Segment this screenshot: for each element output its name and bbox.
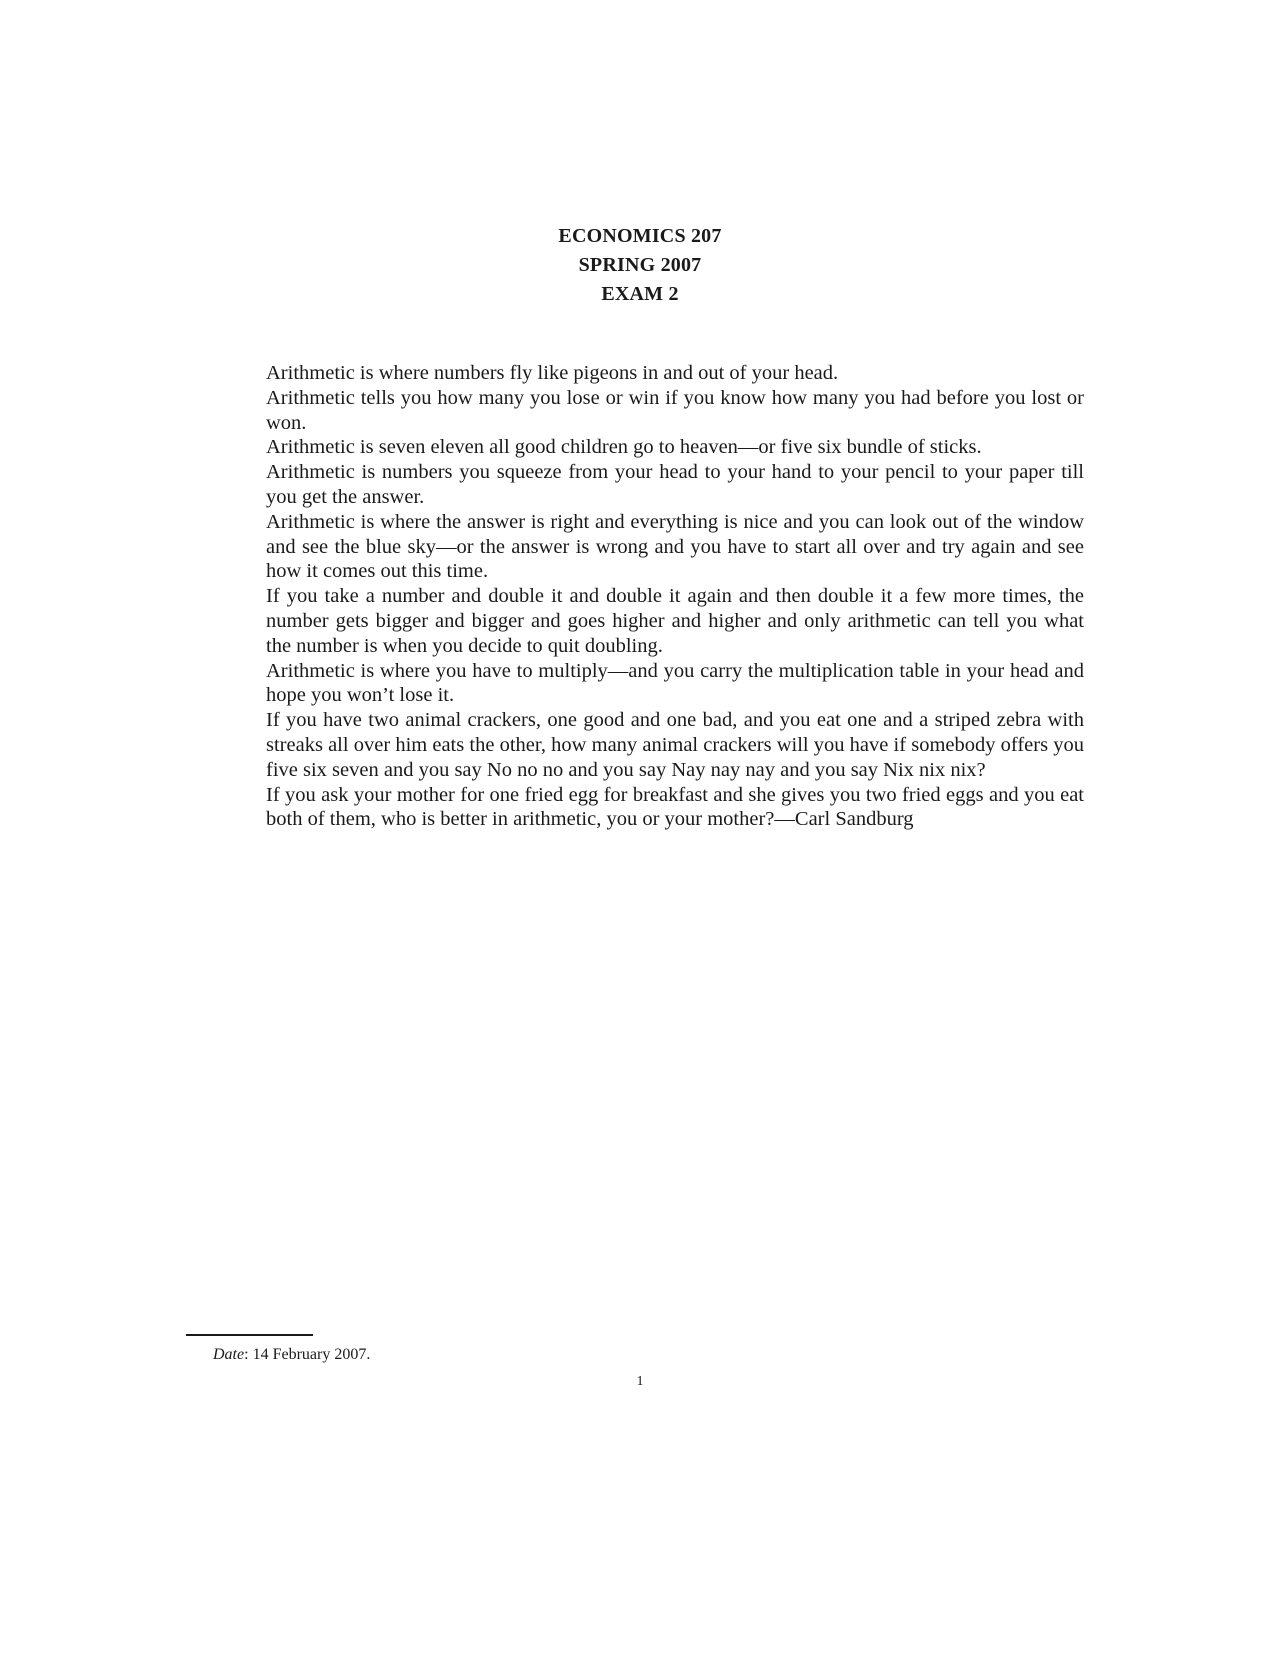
- page-number: 1: [636, 1374, 644, 1389]
- poem-paragraph-1: Arithmetic is where numbers fly like pigeons in and out of your head.: [266, 362, 839, 384]
- footnote-date-value: 14 February 2007.: [252, 1346, 371, 1363]
- footnote-divider: [186, 1334, 313, 1336]
- poem-paragraph-9: If you ask your mother for one fried egg for breakfast and she gives you two fried eggs and you eat both of them, who is better in arithmetic, you or your mother?—Carl Sandburg: [266, 783, 1084, 831]
- footnote-date: [213, 1345, 370, 1365]
- poem-paragraph-8: If you have two animal crackers, one good and one bad, and you eat one and a striped zebra with streaks all over him eats the other, how many animal crackers will you have if somebody offers you five six seven and you say No no no and you say Nay nay nay and you say Nix nix nix?: [266, 709, 1084, 781]
- poem-paragraph-7: Arithmetic is where you have to multiply—and you carry the multiplication table in your head and hope you won’t lose it.: [266, 659, 1084, 707]
- footnote-date-label: Date: [213, 1346, 245, 1363]
- course-title: ECONOMICS 207: [558, 225, 722, 247]
- exam-title-block: [0, 222, 1280, 309]
- poem-body: [266, 361, 1084, 832]
- poem-paragraph-5: Arithmetic is where the answer is right and everything is nice and you can look out of the window and see the blue sky—or the answer is wrong and you have to start all over and try again and see how it comes out this time.: [266, 510, 1084, 583]
- poem-paragraph-6: If you take a number and double it and double it again and then double it a few more times, the number gets bigger and bigger and goes higher and higher and only arithmetic can tell you what the number is when you decide to quit doubling.: [266, 585, 1084, 657]
- poem-paragraph-2: Arithmetic tells you how many you lose or win if you know how many you had before you lost or won.: [266, 386, 1084, 434]
- poem-paragraph-4: Arithmetic is numbers you squeeze from your head to your hand to your pencil to your paper till you get the answer.: [266, 461, 1084, 508]
- poem-paragraph-3: Arithmetic is seven eleven all good children go to heaven—or five six bundle of sticks.: [266, 436, 982, 459]
- exam-title: EXAM 2: [601, 283, 679, 305]
- term-title: SPRING 2007: [578, 254, 702, 276]
- footnote-separator: :: [244, 1346, 253, 1363]
